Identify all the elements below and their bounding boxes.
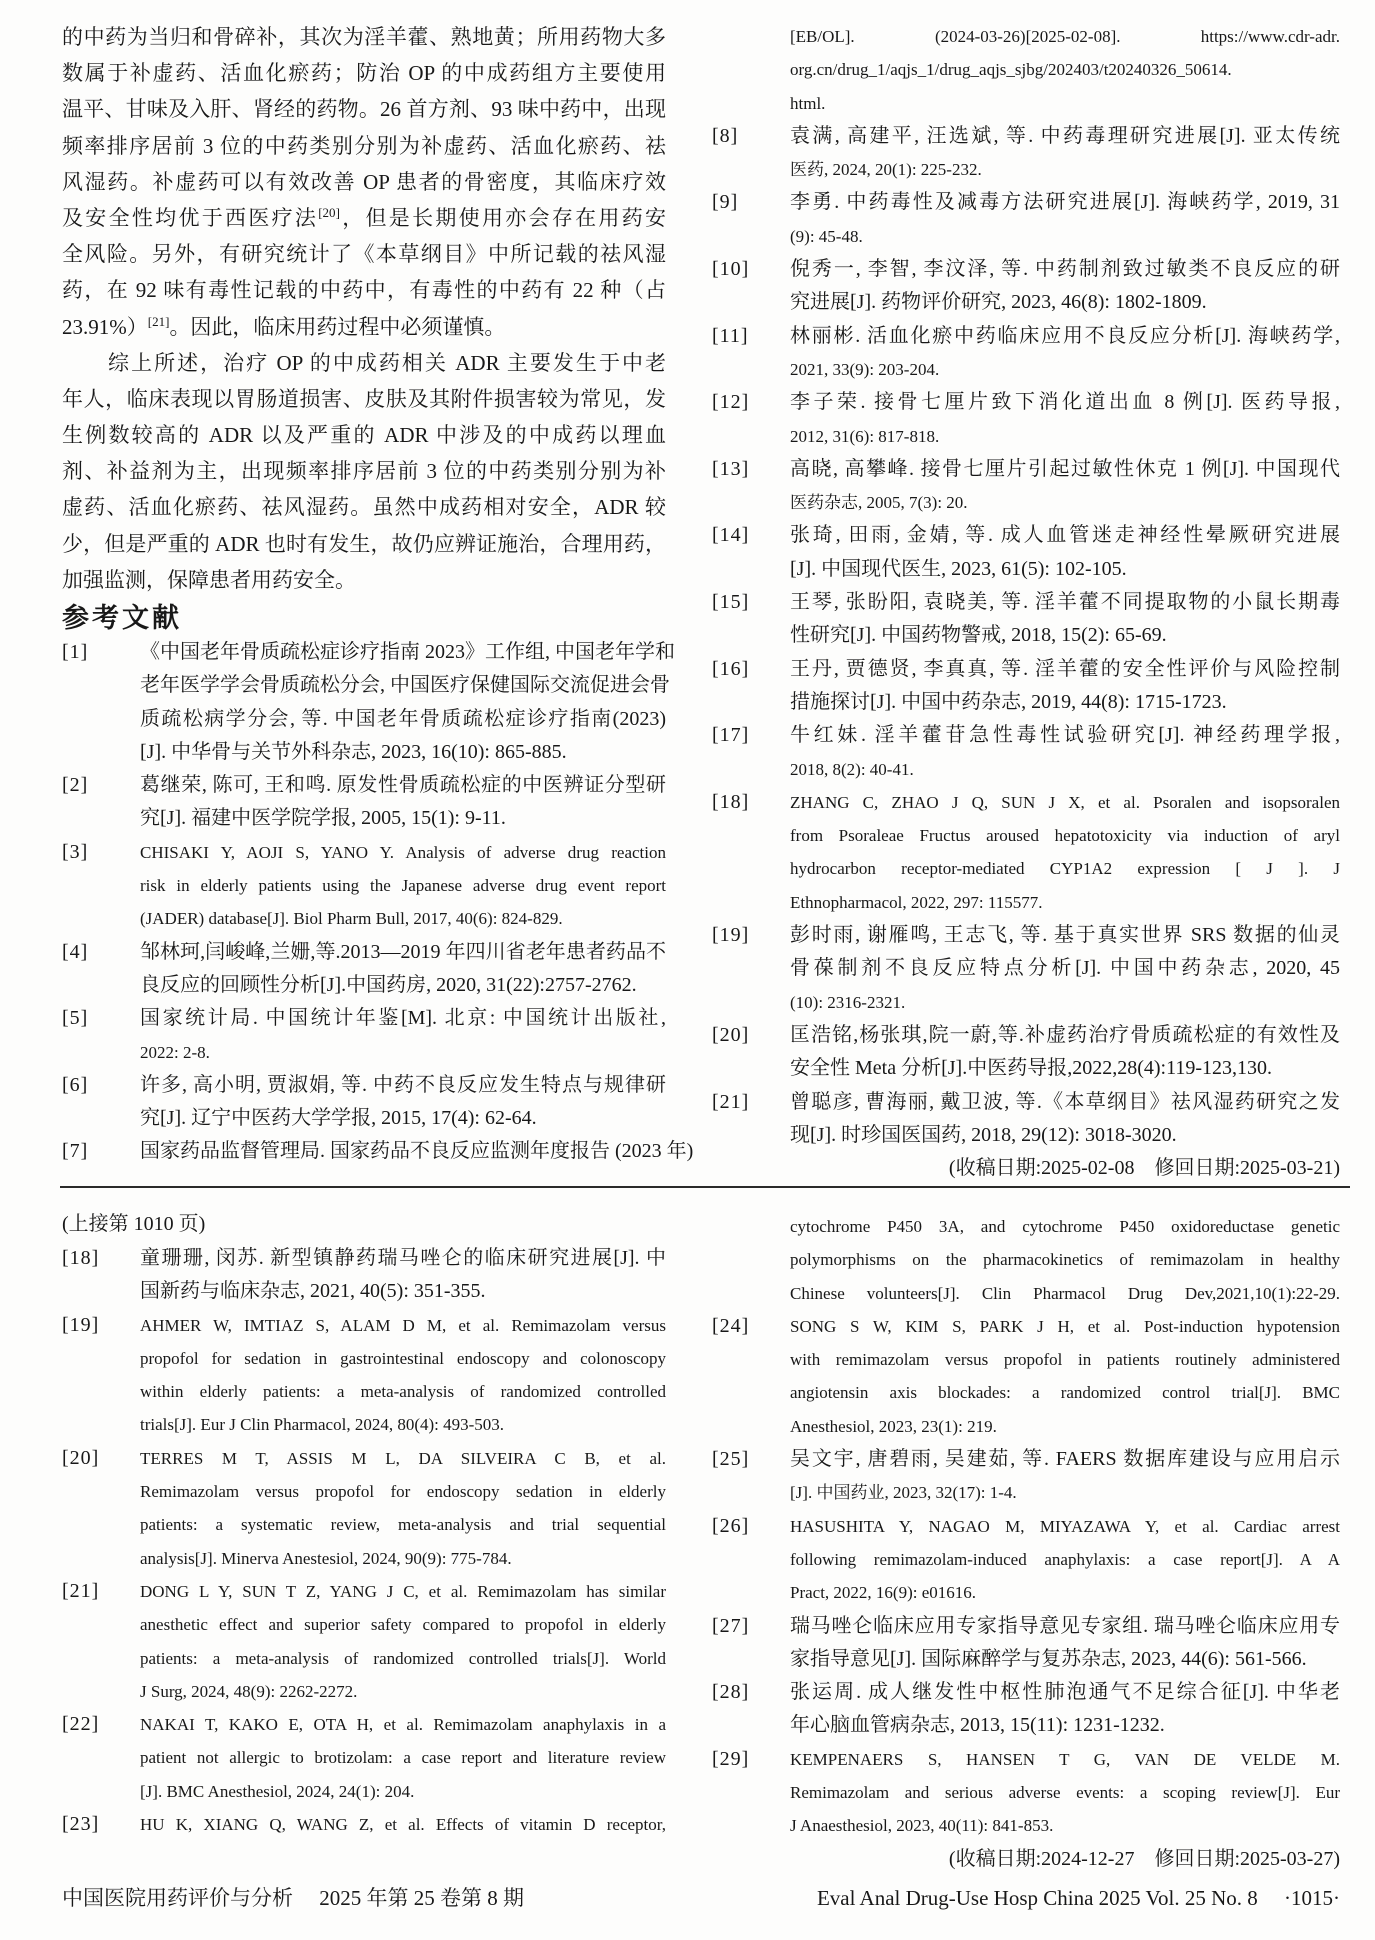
section-divider [60,1186,1350,1188]
text-line: 袁满, 高建平, 汪选斌, 等. 中药毒理研究进展[J]. 亚太传统 [790,124,1340,147]
text-line: 林丽彬. 活血化瘀中药临床应用不良反应分析[J]. 海峡药学, [790,324,1340,347]
text-line: 彭时雨, 谢雁鸣, 王志飞, 等. 基于真实世界 SRS 数据的仙灵 [790,924,1340,947]
reference-item [62,1002,666,1069]
reference-number: [6] [62,1073,89,1096]
reference-text [140,1309,666,1442]
text-line: 虚药、活血化瘀药、祛风湿药。虽然中成药相对安全，ADR 较 [62,495,666,520]
reference-number: [21] [62,1579,100,1602]
text-line: 年人，临床表现以胃肠道损害、皮肤及其附件损害较为常见，发 [62,386,666,411]
reference-text [790,1310,1340,1443]
reference-number: [5] [62,1007,89,1030]
text-line: 医药杂志, 2005, 7(3): 20. [790,493,968,513]
reference-item [712,253,1340,320]
reference-text [790,1210,1340,1310]
reference-number: [21] [712,1090,750,1113]
text-line: html. [790,93,826,113]
footer-journal-title-en: Eval Anal Drug-Use Hosp China 2025 Vol. 25 No. 8 ·1015· [816,1886,1340,1910]
text-line: 国新药与临床杂志, 2021, 40(5): 351-355. [140,1280,486,1303]
text-line: 张琦, 田雨, 金婧, 等. 成人血管迷走神经性晕厥研究进展 [790,524,1340,547]
text-line: 高晓, 高攀峰. 接骨七厘片引起过敏性休克 1 例[J]. 中国现代 [790,457,1340,480]
reference-item [62,836,666,936]
text-line: 匡浩铭,杨张琪,院一蔚,等.补虚药治疗骨质疏松症的有效性及 [790,1023,1340,1046]
text-line: 牛红妹. 淫羊藿苷急性毒性试验研究[J]. 神经药理学报, [790,724,1340,747]
reference-item [712,1310,1340,1443]
reference-number: [8] [712,124,739,147]
text-line: 王丹, 贾德贤, 李真真, 等. 淫羊藿的安全性评价与风险控制 [790,657,1340,680]
reference-text [790,1743,1340,1843]
text-line: 究进展[J]. 药物评价研究, 2023, 46(8): 1802-1809. [790,291,1207,314]
reference-number: [14] [712,524,750,547]
paragraph [62,19,666,345]
top-right-column [712,20,1340,1185]
citation-superscript: [20] [318,204,340,220]
reference-item [712,120,1340,187]
reference-number: [2] [62,774,89,797]
reference-text [140,1069,666,1136]
reference-item [62,1575,666,1708]
bottom-left-column [62,1206,666,1841]
continued-from-note: (上接第 1010 页) [62,1213,206,1235]
reference-number: [18] [62,1247,100,1269]
reference-item [712,1676,1340,1743]
text-line: [J]. BMC Anesthesiol, 2024, 24(1): 204. [140,1781,415,1801]
text-line: 瑞马唑仑临床应用专家指导意见专家组. 瑞马唑仑临床应用专 [790,1614,1340,1637]
reference-text [790,1676,1340,1743]
reference-number: [1] [62,641,89,663]
reference-text [140,769,666,836]
text-line: 张运周. 成人继发性中枢性肺泡通气不足综合征[J]. 中华老 [790,1681,1340,1704]
bottom-right-column [712,1210,1340,1876]
text-line: 及安全性均优于西医疗法[20]，但是长期使用亦会存在用药安 [62,204,666,230]
text-line: NAKAI T, KAKO E, OTA H, et al. Remimazolam anaphylaxis in a [140,1715,666,1735]
text-line: 加强监测，保障患者用药安全。 [62,567,356,592]
text-line: [EB/OL]. (2024-03-26)[2025-02-08]. https://www.cdr-adr. [790,27,1340,46]
text-line: 邹林珂,闫峻峰,兰姗,等.2013—2019 年四川省老年患者药品不 [140,940,666,963]
reference-number: [9] [712,191,739,214]
text-line: 2012, 31(6): 817-818. [790,426,940,446]
reference-item [62,769,666,836]
text-line: CHISAKI Y, AOJI S, YANO Y. Analysis of adverse drug reaction [140,842,666,862]
reference-number: [11] [712,324,749,347]
reference-item [712,1086,1340,1153]
received-dates: (收稿日期:2024-12-27 修回日期:2025-03-27) [948,1847,1340,1870]
reference-item [712,1510,1340,1610]
text-line: within elderly patients: a meta-analysis of randomized controlled [140,1382,666,1402]
reference-continuation [712,20,1340,120]
text-line: (JADER) database[J]. Biol Pharm Bull, 2017, 40(6): 824-829. [140,909,563,929]
reference-item [712,586,1340,653]
text-line: with remimazolam versus propofol in patients routinely administered [790,1350,1340,1370]
text-line: 风湿药。补虚药可以有效改善 OP 患者的骨密度，其临床疗效 [62,169,666,194]
reference-text [790,719,1340,786]
text-line: 国家统计局. 中国统计年鉴[M]. 北京: 中国统计出版社, [140,1007,666,1030]
reference-item [712,519,1340,586]
reference-number: [3] [62,840,89,863]
reference-continuation [712,1210,1340,1310]
reference-text [790,1510,1340,1610]
reference-item [712,1610,1340,1677]
reference-item [62,1442,666,1575]
reference-number: [19] [712,924,750,947]
reference-text [790,320,1340,387]
reference-item [712,453,1340,520]
text-line: from Psoraleae Fructus aroused hepatotoxicity via induction of aryl [790,826,1340,846]
text-line: 李子荣. 接骨七厘片致下消化道出血 8 例[J]. 医药导报, [790,391,1340,414]
text-line: 良反应的回顾性分析[J].中国药房, 2020, 31(22):2757-2762. [140,973,637,996]
text-line: risk in elderly patients using the Japanese adverse drug event report [140,876,666,896]
text-line: 老年医学学会骨质疏松分会, 中国医疗保健国际交流促进会骨 [140,674,670,697]
reference-number: [20] [712,1023,750,1046]
reference-item [62,1242,666,1309]
reference-item [62,1069,666,1136]
reference-number: [24] [712,1314,750,1337]
reference-item [712,919,1340,1019]
reference-text [790,653,1340,720]
reference-text [790,586,1340,653]
reference-text [790,919,1340,1019]
reference-item [712,653,1340,720]
reference-item [62,1808,666,1841]
paragraph [62,345,666,598]
reference-number: [4] [62,940,89,963]
reference-item [712,1019,1340,1086]
text-line: 《中国老年骨质疏松症诊疗指南 2023》工作组, 中国老年学和 [140,641,675,663]
reference-item [712,386,1340,453]
text-line: hydrocarbon receptor-mediated CYP1A2 expression [ J ]. J [790,859,1340,879]
text-line: 质疏松病学分会, 等. 中国老年骨质疏松症诊疗指南(2023) [140,707,666,730]
text-line: AHMER W, IMTIAZ S, ALAM D M, et al. Remimazolam versus [140,1315,666,1335]
text-line: 数属于补虚药、活血化瘀药；防治 OP 的中成药组方主要使用 [62,61,666,86]
text-line: Chinese volunteers[J]. Clin Pharmacol Drug Dev,2021,10(1):22-29. [790,1283,1340,1303]
reference-text [790,453,1340,520]
text-line: 性研究[J]. 中国药物警戒, 2018, 15(2): 65-69. [790,624,1167,647]
text-line: 温平、甘味及入肝、肾经的药物。26 首方剂、93 味中药中，出现 [62,97,666,122]
reference-text [140,1575,666,1708]
reference-text [790,253,1340,320]
reference-number: [29] [712,1747,750,1770]
text-line: 年心脑血管病杂志, 2013, 15(11): 1231-1232. [790,1714,1165,1737]
text-line: patient not allergic to brotizolam: a case report and literature review [140,1748,666,1768]
reference-item [62,1708,666,1808]
text-line: SONG S W, KIM S, PARK J H, et al. Post-induction hypotension [790,1316,1340,1336]
reference-text [790,186,1340,253]
reference-number: [16] [712,657,750,680]
received-dates: (收稿日期:2025-02-08 修回日期:2025-03-21) [948,1157,1340,1180]
reference-item [712,1443,1340,1510]
text-line: cytochrome P450 3A, and cytochrome P450 oxidoreductase genetic [790,1217,1340,1236]
reference-item [712,320,1340,387]
reference-text [140,1002,666,1069]
reference-number: [23] [62,1813,100,1836]
reference-number: [17] [712,724,750,747]
text-line: Remimazolam versus propofol for endoscopy sedation in elderly [140,1482,666,1502]
reference-text [790,20,1340,120]
reference-text [790,120,1340,187]
reference-text [140,1708,666,1808]
citation-superscript: [21] [147,313,170,329]
reference-number: [25] [712,1448,750,1471]
text-line: anesthetic effect and superior safety compared to propofol in elderly [140,1615,666,1635]
reference-text [790,1443,1340,1510]
text-line: (9): 45-48. [790,226,863,246]
text-line: 综上所述，治疗 OP 的中成药相关 ADR 主要发生于中老 [62,350,666,375]
reference-text [790,1610,1340,1677]
text-line: Ethnopharmacol, 2022, 297: 115577. [790,892,1043,912]
text-line: 国家药品监督管理局. 国家药品不良反应监测年度报告 (2023 年) [140,1140,694,1163]
reference-text [790,1019,1340,1086]
reference-number: [10] [712,258,750,281]
reference-text [790,386,1340,453]
reference-text [790,1086,1340,1153]
text-line: Remimazolam and serious adverse events: a scoping review[J]. Eur [790,1783,1340,1803]
reference-number: [15] [712,591,750,614]
text-line: 2022: 2-8. [140,1042,210,1062]
text-line: 究[J]. 辽宁中医药大学学报, 2015, 17(4): 62-64. [140,1107,537,1130]
text-line: patients: a systematic review, meta-analysis and trial sequential [140,1515,666,1535]
text-line: 童珊珊, 闵苏. 新型镇静药瑞马唑仑的临床研究进展[J]. 中 [140,1247,666,1269]
reference-item [62,936,666,1003]
text-line: 药，在 92 味有毒性记载的中药中，有毒性的中药有 22 种（占 [62,278,666,303]
reference-number: [18] [712,790,750,813]
reference-item [712,719,1340,786]
reference-number: [22] [62,1713,100,1736]
text-line: polymorphisms on the pharmacokinetics of remimazolam in healthy [790,1250,1340,1270]
text-line: patients: a meta-analysis of randomized controlled trials[J]. World [140,1648,666,1668]
reference-number: [20] [62,1446,100,1469]
top-left-column [62,19,694,1169]
reference-text [140,1442,666,1575]
text-line: 曾聪彦, 曹海丽, 戴卫波, 等.《本草纲目》祛风湿药研究之发 [790,1090,1340,1113]
text-line: propofol for sedation in gastrointestinal endoscopy and colonoscopy [140,1348,666,1368]
text-line: 剂、补益剂为主，出现频率排序居前 3 位的中药类别分别为补 [62,459,666,484]
text-line: KEMPENAERS S, HANSEN T G, VAN DE VELDE M. [790,1749,1340,1769]
text-line: DONG L Y, SUN T Z, YANG J C, et al. Remimazolam has similar [140,1581,666,1601]
text-line: 的中药为当归和骨碎补，其次为淫羊藿、熟地黄；所用药物大多 [62,25,666,49]
reference-text [140,1135,694,1168]
text-line: 措施探讨[J]. 中国中药杂志, 2019, 44(8): 1715-1723. [790,690,1227,713]
text-line: Pract, 2022, 16(9): e01616. [790,1583,977,1603]
text-line: HU K, XIANG Q, WANG Z, et al. Effects of vitamin D receptor, [140,1815,666,1835]
text-line: 倪秀一, 李智, 李汶泽, 等. 中药制剂致过敏类不良反应的研 [790,258,1340,281]
text-line: 葛继荣, 陈可, 王和鸣. 原发性骨质疏松症的中医辨证分型研 [140,774,666,797]
footer-journal-title-cn: 中国医院用药评价与分析 2025 年第 25 卷第 8 期 [62,1886,524,1910]
text-line: ZHANG C, ZHAO J Q, SUN J X, et al. Psoralen and isopsoralen [790,792,1340,812]
text-line: (10): 2316-2321. [790,992,906,1012]
text-line: 家指导意见[J]. 国际麻醉学与复苏杂志, 2023, 44(6): 561-566. [790,1647,1307,1670]
text-line: 吴文宇, 唐碧雨, 吴建茹, 等. FAERS 数据库建设与应用启示 [790,1448,1340,1471]
reference-item [62,1309,666,1442]
text-line: 2021, 33(9): 203-204. [790,359,940,379]
text-line: 频率排序居前 3 位的中药类别分别为补虚药、活血化瘀药、祛 [62,133,666,158]
reference-text [790,786,1340,919]
text-line: 23.91%）[21]。因此，临床用药过程中必须谨慎。 [62,313,506,339]
text-line: 究[J]. 福建中医学院学报, 2005, 15(1): 9-11. [140,807,506,830]
reference-text [140,836,666,936]
text-line: 医药, 2024, 20(1): 225-232. [790,160,982,180]
text-line: 少，但是严重的 ADR 也时有发生，故仍应辨证施治，合理用药， [62,531,666,556]
text-line: 现[J]. 时珍国医国药, 2018, 29(12): 3018-3020. [790,1123,1177,1146]
reference-number: [26] [712,1514,750,1537]
text-line: 安全性 Meta 分析[J].中医药导报,2022,28(4):119-123,130. [790,1057,1272,1080]
text-line: [J]. 中华骨与关节外科杂志, 2023, 16(10): 865-885. [140,740,567,763]
reference-item [62,1135,694,1168]
reference-text [140,936,666,1003]
text-line: HASUSHITA Y, NAGAO M, MIYAZAWA Y, et al. Cardiac arrest [790,1516,1340,1536]
text-line: analysis[J]. Minerva Anestesiol, 2024, 90(9): 775-784. [140,1548,512,1568]
references-heading: 参考文献 [62,603,182,633]
reference-number: [12] [712,391,750,414]
reference-text [140,636,675,769]
text-line: 骨葆制剂不良反应特点分析[J]. 中国中药杂志, 2020, 45 [790,957,1340,980]
text-line: 生例数较高的 ADR 以及严重的 ADR 中涉及的中成药以理血 [62,423,666,448]
text-line: [J]. 中国现代医生, 2023, 61(5): 102-105. [790,557,1127,580]
text-line: following remimazolam-induced anaphylaxis: a case report[J]. A A [790,1549,1340,1569]
reference-text [140,1242,666,1309]
text-line: 2018, 8(2): 40-41. [790,759,914,779]
reference-item [712,1743,1340,1843]
text-line: org.cn/drug_1/aqjs_1/drug_aqjs_sjbg/202403/t20240326_50614. [790,60,1232,80]
text-line: 李勇. 中药毒性及减毒方法研究进展[J]. 海峡药学, 2019, 31 [790,191,1340,214]
reference-text [790,519,1340,586]
text-line: [J]. 中国药业, 2023, 32(17): 1-4. [790,1483,1017,1503]
text-line: trials[J]. Eur J Clin Pharmacol, 2024, 80(4): 493-503. [140,1415,505,1435]
text-line: J Anaesthesiol, 2023, 40(11): 841-853. [790,1816,1054,1836]
reference-text [140,1808,666,1841]
text-line: angiotensin axis blockades: a randomized control trial[J]. BMC [790,1383,1340,1403]
reference-item [712,786,1340,919]
reference-number: [28] [712,1681,750,1704]
text-line: TERRES M T, ASSIS M L, DA SILVEIRA C B, et al. [140,1448,666,1468]
reference-number: [13] [712,457,750,480]
reference-number: [19] [62,1313,100,1336]
text-line: 全风险。另外，有研究统计了《本草纲目》中所记载的祛风湿 [62,242,666,267]
text-line: Anesthesiol, 2023, 23(1): 219. [790,1416,997,1436]
text-line: 许多, 高小明, 贾淑娟, 等. 中药不良反应发生特点与规律研 [140,1073,666,1096]
text-line: 王琴, 张盼阳, 袁晓美, 等. 淫羊藿不同提取物的小鼠长期毒 [790,591,1340,614]
reference-number: [7] [62,1140,89,1163]
reference-item [62,636,675,769]
reference-number: [27] [712,1614,750,1637]
reference-item [712,186,1340,253]
text-line: J Surg, 2024, 48(9): 2262-2272. [140,1681,358,1701]
